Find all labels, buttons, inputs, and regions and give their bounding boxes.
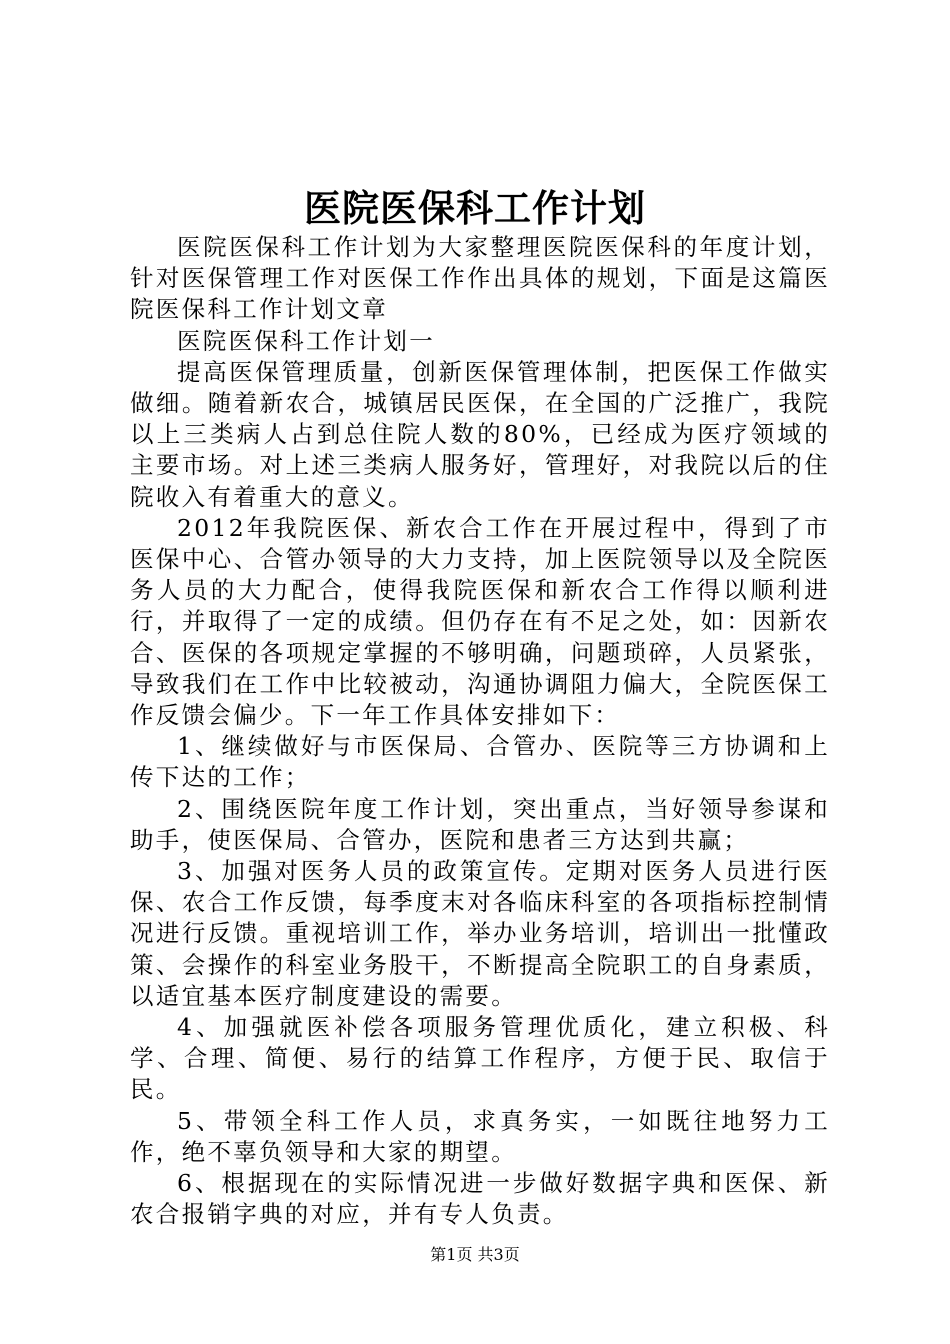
body-paragraph: 提高医保管理质量，创新医保管理体制，把医保工作做实做细。随着新农合，城镇居民医保，在全国的广泛推广，我院以上三类病人占到总住院人数的80%，已经成为医疗领域的主要市场。对上述三类病人服务好，管理好，对我院以后的住院收入有着重大的意义。 [130, 357, 830, 511]
list-item: 4、加强就医补偿各项服务管理优质化，建立积极、科学、合理、简便、易行的结算工作程序，方便于民、取信于民。 [130, 1013, 830, 1104]
list-item: 3、加强对医务人员的政策宣传。定期对医务人员进行医保、农合工作反馈，每季度末对各临床科室的各项指标控制情况进行反馈。重视培训工作，举办业务培训，培训出一批懂政策、会操作的科室业务股干，不断提高全院职工的自身素质，以适宜基本医疗制度建设的需要。 [130, 857, 830, 1010]
list-item: 5、带领全科工作人员，求真务实，一如既往地努力工作，绝不辜负领导和大家的期望。 [130, 1106, 830, 1166]
page-footer: 第1页 共3页 [430, 1245, 520, 1264]
list-item: 6、根据现在的实际情况进一步做好数据字典和医保、新农合报销字典的对应，并有专人负责。 [130, 1169, 830, 1229]
body-paragraph: 2012年我院医保、新农合工作在开展过程中，得到了市医保中心、合管办领导的大力支持，加上医院领导以及全院医务人员的大力配合，使得我院医保和新农合工作得以顺利进行，并取得了一定的成绩。但仍存在有不足之处，如：因新农合、医保的各项规定掌握的不够明确，问题琐碎，人员紧张，导致我们在工作中比较被动，沟通协调阻力偏大，全院医保工作反馈会偏少。下一年工作具体安排如下： [130, 513, 830, 730]
list-item: 2、围绕医院年度工作计划，突出重点，当好领导参谋和助手，使医保局、合管办，医院和患者三方达到共赢； [130, 794, 830, 854]
list-item: 1、继续做好与市医保局、合管办、医院等三方协调和上传下达的工作； [130, 732, 830, 792]
section-heading: 医院医保科工作计划一 [177, 326, 435, 355]
document-title: 医院医保科工作计划 [304, 186, 646, 230]
intro-paragraph: 医院医保科工作计划为大家整理医院医保科的年度计划，针对医保管理工作对医保工作作出具体的规划，下面是这篇医院医保科工作计划文章 [130, 233, 830, 324]
document-body [130, 232, 830, 1231]
